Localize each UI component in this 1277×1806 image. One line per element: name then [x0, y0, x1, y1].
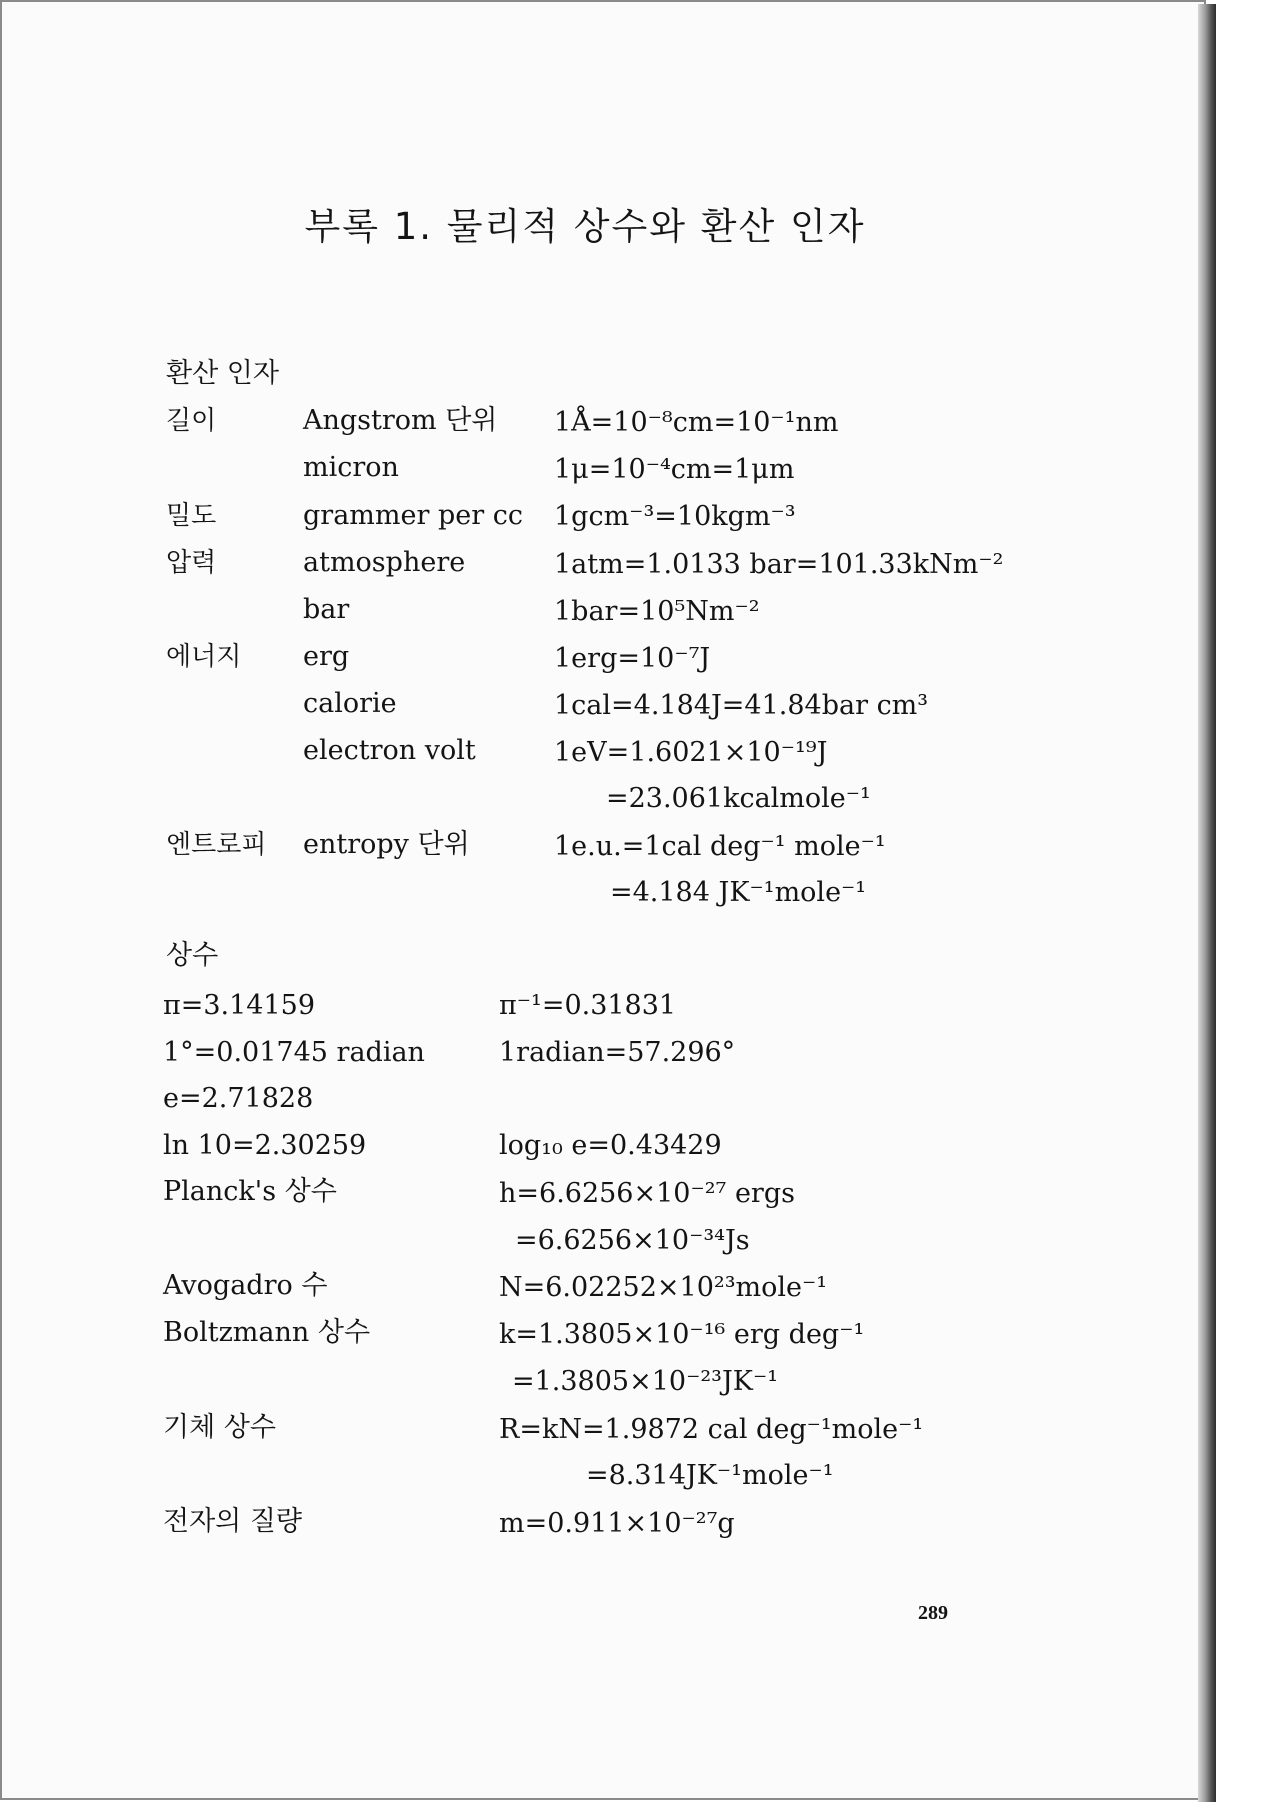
unit-gram-per-cc: grammer per cc — [303, 500, 523, 531]
const-e: e=2.71828 — [163, 1083, 314, 1114]
conversion-heading: 환산 인자 — [166, 358, 279, 389]
const-radian: 1radian=57.296° — [499, 1037, 736, 1068]
const-boltzmann-jk: =1.3805×10⁻²³JK⁻¹ — [512, 1366, 779, 1397]
const-ln10: ln 10=2.30259 — [163, 1130, 367, 1161]
value-erg: 1erg=10⁻⁷J — [554, 643, 711, 674]
value-micron: 1μ=10⁻⁴cm=1μm — [554, 454, 795, 485]
category-length: 길이 — [166, 406, 217, 436]
value-electron-volt-kcal: =23.061kcalmole⁻¹ — [606, 783, 871, 814]
unit-bar: bar — [303, 594, 350, 625]
const-boltzmann-erg: k=1.3805×10⁻¹⁶ erg deg⁻¹ — [499, 1319, 865, 1350]
unit-electron-volt: electron volt — [303, 735, 476, 766]
page-title: 부록 1. 물리적 상수와 환산 인자 — [304, 205, 866, 248]
const-log10e: log₁₀ e=0.43429 — [499, 1130, 722, 1161]
value-bar: 1bar=10⁵Nm⁻² — [554, 596, 760, 627]
value-electron-volt: 1eV=1.6021×10⁻¹⁹J — [554, 737, 828, 768]
const-electron-mass-label: 전자의 질량 — [163, 1506, 302, 1537]
page-number: 289 — [918, 1602, 948, 1624]
category-entropy: 엔트로피 — [166, 830, 267, 860]
unit-erg: erg — [303, 641, 350, 672]
category-density: 밀도 — [166, 501, 217, 531]
value-angstrom: 1Å=10⁻⁸cm=10⁻¹nm — [554, 407, 839, 438]
value-calorie: 1cal=4.184J=41.84bar cm³ — [554, 690, 929, 721]
const-planck-js: =6.6256×10⁻³⁴Js — [515, 1225, 750, 1256]
const-avogadro-label: Avogadro 수 — [163, 1270, 328, 1301]
value-entropy-jk: =4.184 JK⁻¹mole⁻¹ — [610, 877, 867, 908]
const-gas-cal: R=kN=1.9872 cal deg⁻¹mole⁻¹ — [499, 1414, 924, 1445]
unit-entropy: entropy 단위 — [303, 829, 470, 860]
const-gas-jk: =8.314JK⁻¹mole⁻¹ — [586, 1460, 834, 1491]
const-electron-mass-value: m=0.911×10⁻²⁷g — [499, 1508, 735, 1539]
unit-micron: micron — [303, 452, 399, 483]
category-pressure: 압력 — [166, 548, 217, 578]
const-degree: 1°=0.01745 radian — [163, 1037, 425, 1068]
const-gas-label: 기체 상수 — [163, 1412, 276, 1443]
const-pi-inverse: π⁻¹=0.31831 — [499, 990, 677, 1021]
page-edge — [1198, 4, 1216, 1802]
const-planck-ergs: h=6.6256×10⁻²⁷ ergs — [499, 1178, 795, 1209]
unit-atmosphere: atmosphere — [303, 547, 466, 578]
category-energy: 에너지 — [166, 642, 242, 672]
unit-calorie: calorie — [303, 688, 397, 719]
value-density: 1gcm⁻³=10kgm⁻³ — [554, 501, 796, 532]
const-boltzmann-label: Boltzmann 상수 — [163, 1317, 371, 1348]
unit-angstrom: Angstrom 단위 — [303, 405, 498, 436]
const-pi: π=3.14159 — [163, 990, 316, 1021]
const-planck-label: Planck's 상수 — [163, 1176, 337, 1207]
value-atmosphere: 1atm=1.0133 bar=101.33kNm⁻² — [554, 549, 1004, 580]
constants-heading: 상수 — [166, 940, 219, 971]
value-entropy: 1e.u.=1cal deg⁻¹ mole⁻¹ — [554, 831, 886, 862]
const-avogadro-value: N=6.02252×10²³mole⁻¹ — [499, 1272, 828, 1303]
